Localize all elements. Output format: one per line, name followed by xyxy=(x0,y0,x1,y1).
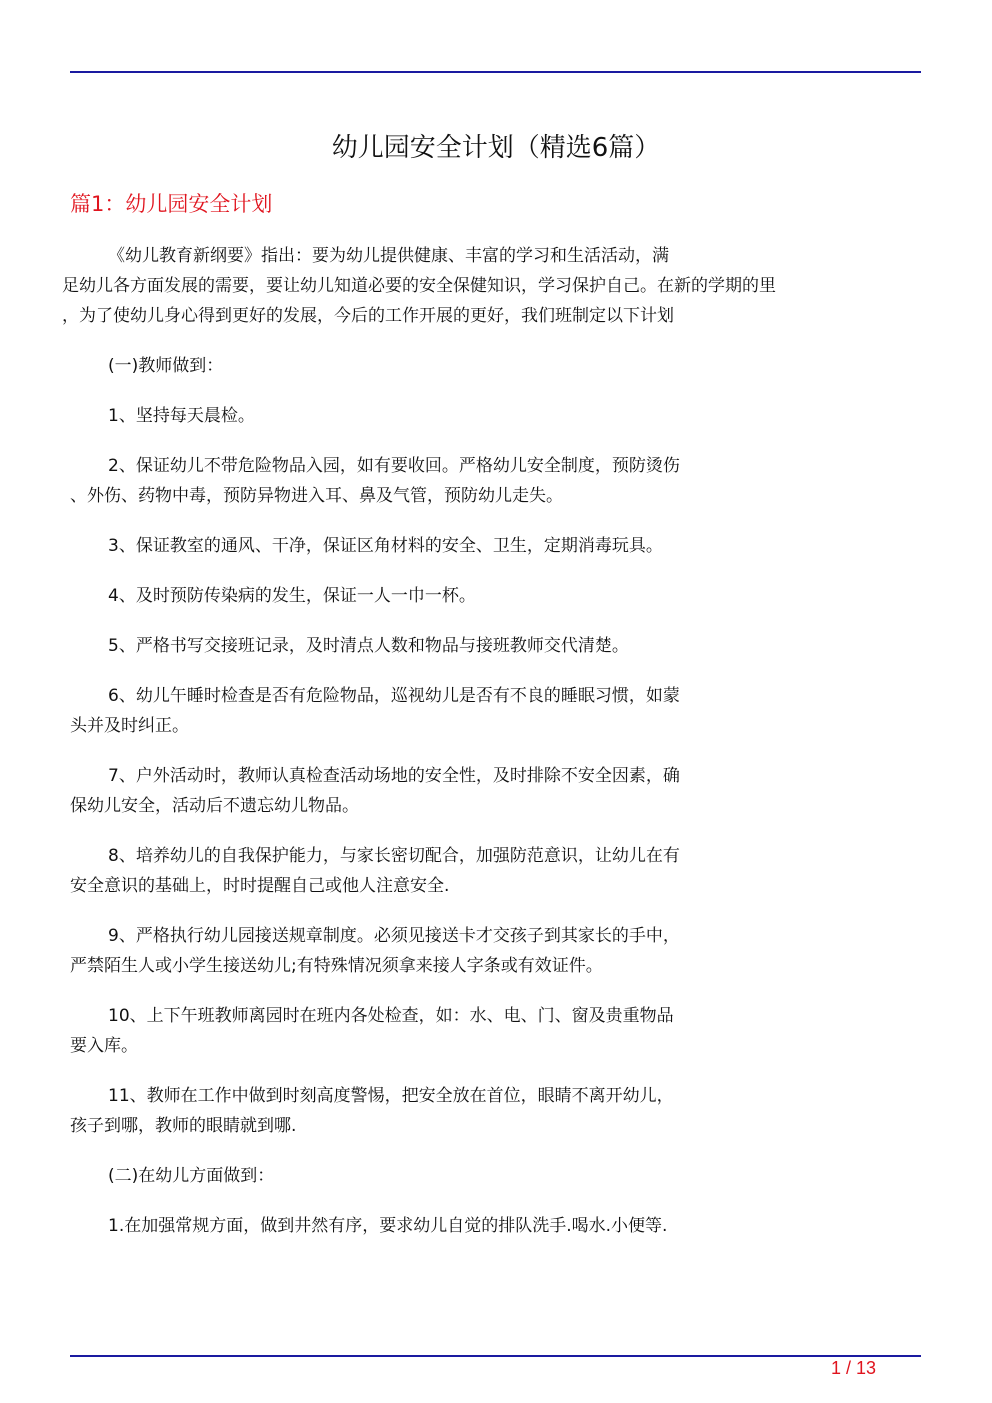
paragraph xyxy=(70,531,920,561)
paragraph-line: 足幼儿各方面发展的需要，要让幼儿知道必要的安全保健知识，学习保护自己。在新的学期的里 xyxy=(62,276,776,296)
paragraph-line: 安全意识的基础上，时时提醒自己或他人注意安全. xyxy=(70,876,450,896)
paragraph-line: 9、严格执行幼儿园接送规章制度。必须见接送卡才交孩子到其家长的手中， xyxy=(108,926,680,946)
document-body xyxy=(62,241,920,1261)
paragraph-line: 8、培养幼儿的自我保护能力，与家长密切配合，加强防范意识，让幼儿在有 xyxy=(108,846,680,866)
paragraph-line: 3、保证教室的通风、干净，保证区角材料的安全、卫生，定期消毒玩具。 xyxy=(108,536,663,556)
paragraph-line: (一)教师做到： xyxy=(108,356,224,376)
paragraph xyxy=(70,681,920,741)
paragraph-line: ，为了使幼儿身心得到更好的发展，今后的工作开展的更好，我们班制定以下计划 xyxy=(62,306,674,326)
paragraph xyxy=(70,581,920,611)
paragraph-line: 2、保证幼儿不带危险物品入园，如有要收回。严格幼儿安全制度，预防烫伤 xyxy=(108,456,680,476)
paragraph xyxy=(70,351,920,381)
paragraph xyxy=(70,761,920,821)
paragraph xyxy=(70,401,920,431)
paragraph xyxy=(70,841,920,901)
document-title: 幼儿园安全计划（精选6篇） xyxy=(331,133,661,163)
paragraph-line: 6、幼儿午睡时检查是否有危险物品，巡视幼儿是否有不良的睡眠习惯，如蒙 xyxy=(108,686,680,706)
paragraph xyxy=(70,921,920,981)
paragraph-line: 11、教师在工作中做到时刻高度警惕，把安全放在首位，眼睛不离开幼儿， xyxy=(108,1086,674,1106)
paragraph xyxy=(70,451,920,511)
paragraph-line: 4、及时预防传染病的发生，保证一人一巾一杯。 xyxy=(108,586,476,606)
paragraph-line: 要入库。 xyxy=(70,1036,138,1056)
paragraph-line: 5、严格书写交接班记录，及时清点人数和物品与接班教师交代清楚。 xyxy=(108,636,629,656)
paragraph-line: 1、坚持每天晨检。 xyxy=(108,406,255,426)
paragraph xyxy=(62,241,920,331)
paragraph-line: (二)在幼儿方面做到： xyxy=(108,1166,275,1186)
section-heading: 篇1：幼儿园安全计划 xyxy=(70,192,273,216)
footer-rule xyxy=(70,1355,921,1357)
paragraph-line: 严禁陌生人或小学生接送幼儿;有特殊情况须拿来接人字条或有效证件。 xyxy=(70,956,603,976)
paragraph-line: 7、户外活动时，教师认真检查活动场地的安全性，及时排除不安全因素，确 xyxy=(108,766,680,786)
paragraph-line: 10、上下午班教师离园时在班内各处检查，如：水、电、门、窗及贵重物品 xyxy=(108,1006,674,1026)
paragraph xyxy=(70,1161,920,1191)
paragraph-line: 保幼儿安全，活动后不遗忘幼儿物品。 xyxy=(70,796,359,816)
paragraph xyxy=(70,1001,920,1061)
paragraph xyxy=(70,1211,920,1241)
paragraph-line: 头并及时纠正。 xyxy=(70,716,189,736)
paragraph-line: 1.在加强常规方面，做到井然有序，要求幼儿自觉的排队洗手.喝水.小便等. xyxy=(108,1216,668,1236)
page-number: 1 / 13 xyxy=(830,1358,876,1378)
header-rule xyxy=(70,71,921,73)
paragraph xyxy=(70,1081,920,1141)
paragraph-line: 孩子到哪，教师的眼睛就到哪. xyxy=(70,1116,297,1136)
paragraph xyxy=(70,631,920,661)
paragraph-line: 、外伤、药物中毒，预防异物进入耳、鼻及气管，预防幼儿走失。 xyxy=(70,486,563,506)
paragraph-line: 《幼儿教育新纲要》指出：要为幼儿提供健康、丰富的学习和生活活动，满 xyxy=(108,246,669,266)
